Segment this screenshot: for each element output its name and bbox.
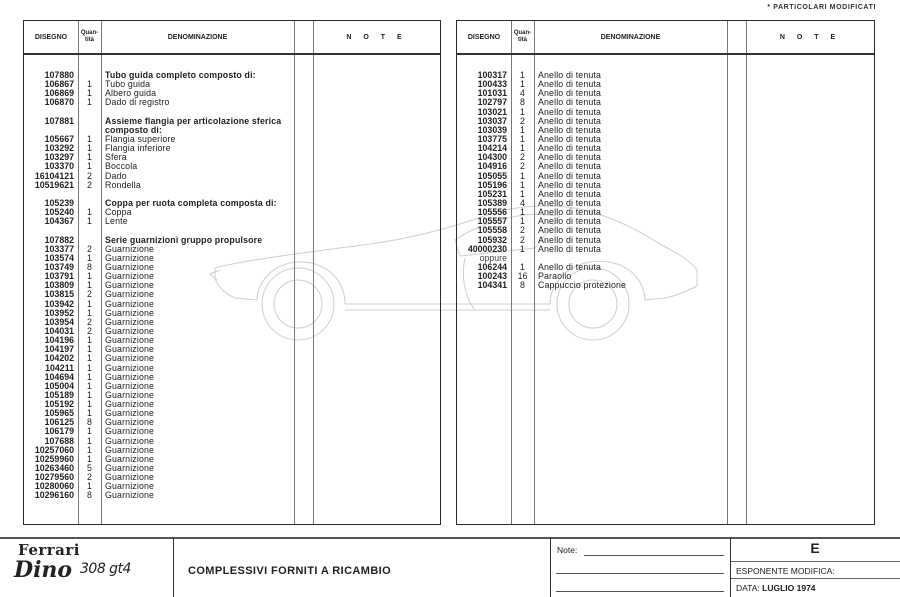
- document-title: COMPLESSIVI FORNITI A RICAMBIO: [188, 565, 392, 577]
- part-code: 104214: [477, 143, 507, 154]
- ferrari-logo: Ferrari: [18, 541, 80, 559]
- part-code: 101031: [477, 88, 507, 99]
- part-code: 10296160: [34, 490, 74, 501]
- part-code: 100317: [477, 70, 507, 80]
- part-description: Guarnizione: [105, 344, 155, 355]
- part-description: Boccola: [105, 161, 138, 172]
- part-quantity: 1: [87, 380, 92, 391]
- table-row: [24, 181, 440, 190]
- part-description: Anello di tenuta: [538, 161, 602, 172]
- part-description: Guarnizione: [105, 307, 155, 318]
- part-code: 104211: [45, 362, 74, 373]
- part-description: Anello di tenuta: [538, 124, 602, 135]
- title-block-divider: [731, 561, 900, 562]
- table-row: [24, 98, 440, 107]
- part-code: 103952: [44, 307, 74, 318]
- header-quantita: [78, 21, 101, 53]
- part-code: 103942: [44, 298, 74, 309]
- part-description: Serie guarnizioni gruppo propulsore: [105, 234, 263, 245]
- part-code: 103292: [44, 143, 74, 154]
- part-description: Guarnizione: [105, 271, 155, 282]
- part-code: 105239: [44, 197, 74, 208]
- part-description: Paraolio: [538, 271, 572, 282]
- part-code: 104367: [44, 216, 74, 227]
- part-quantity: 1: [87, 143, 92, 154]
- part-code: 103297: [44, 152, 74, 163]
- header-quantita: [511, 21, 534, 53]
- part-code: 103815: [44, 289, 74, 300]
- part-description: Guarnizione: [105, 389, 155, 400]
- part-quantity: 2: [87, 179, 92, 190]
- part-quantity: 2: [87, 472, 92, 483]
- part-quantity: 1: [87, 252, 92, 263]
- part-code: 103775: [477, 133, 507, 144]
- part-description: Tubo guida completo composto di:: [105, 70, 256, 80]
- part-description: Guarnizione: [105, 316, 155, 327]
- part-code: 107881: [44, 115, 74, 126]
- part-code: 107688: [44, 435, 74, 446]
- part-quantity: 2: [520, 115, 525, 126]
- part-quantity: 1: [87, 389, 92, 400]
- part-quantity: 1: [520, 70, 525, 80]
- part-description: Anello di tenuta: [538, 106, 602, 117]
- part-description: Sfera: [105, 152, 127, 163]
- date-field: [736, 583, 816, 593]
- header-denominazione: DENOMINAZIONE: [167, 33, 228, 41]
- part-description: Guarnizione: [105, 472, 155, 483]
- part-code: 106125: [44, 417, 74, 428]
- part-quantity: 5: [87, 463, 92, 474]
- part-quantity: 8: [520, 280, 525, 291]
- part-quantity: 2: [87, 289, 92, 300]
- part-quantity: 1: [87, 216, 92, 227]
- part-description: Guarnizione: [105, 490, 155, 501]
- part-code: 106244: [477, 261, 507, 272]
- part-quantity: 1: [87, 371, 92, 382]
- header-quantita-line2: tità: [85, 37, 94, 43]
- part-description: Guarnizione: [105, 380, 155, 391]
- part-code: 105231: [477, 188, 507, 199]
- part-quantity: 1: [87, 435, 92, 446]
- part-description: Guarnizione: [105, 408, 155, 419]
- part-code: 103791: [44, 271, 74, 282]
- part-description: Guarnizione: [105, 325, 155, 336]
- part-code: 104031: [44, 325, 74, 336]
- part-code: 105189: [44, 389, 74, 400]
- part-description: Anello di tenuta: [538, 243, 602, 254]
- part-description: Tubo guida: [105, 79, 151, 90]
- part-quantity: 1: [87, 271, 92, 282]
- part-description: composto di:: [105, 124, 163, 135]
- part-description: Guarnizione: [105, 298, 155, 309]
- part-description: Flangia inferiore: [105, 143, 171, 154]
- part-quantity: 2: [87, 243, 92, 254]
- part-description: Anello di tenuta: [538, 170, 602, 181]
- part-description: Anello di tenuta: [538, 152, 602, 163]
- part-description: Guarnizione: [105, 243, 155, 254]
- header-denominazione: DENOMINAZIONE: [600, 33, 661, 41]
- part-description: Anello di tenuta: [538, 188, 602, 199]
- part-quantity: 1: [87, 97, 92, 108]
- part-code: 100243: [477, 271, 507, 282]
- header-divider: [457, 53, 874, 55]
- part-code: 105055: [477, 170, 507, 181]
- part-code: 105004: [44, 380, 74, 391]
- part-code: 105965: [44, 408, 74, 419]
- part-quantity: 1: [87, 88, 92, 99]
- part-code: 104197: [44, 344, 74, 355]
- part-quantity: 8: [87, 490, 92, 501]
- part-quantity: 1: [520, 261, 525, 272]
- part-code: 105557: [477, 216, 507, 227]
- part-quantity: 1: [520, 79, 525, 90]
- part-code: 103039: [477, 124, 507, 135]
- date-value: LUGLIO 1974: [762, 583, 816, 593]
- part-quantity: 1: [87, 408, 92, 419]
- part-quantity: 1: [87, 207, 92, 218]
- part-code: 106870: [44, 97, 74, 108]
- part-description: Coppa: [105, 207, 132, 218]
- part-description: Anello di tenuta: [538, 88, 602, 99]
- table-row: [24, 491, 440, 500]
- part-quantity: 1: [520, 207, 525, 218]
- part-code: 10259960: [34, 453, 74, 464]
- part-quantity: 1: [87, 426, 92, 437]
- part-code: 103370: [44, 161, 74, 172]
- part-description: Anello di tenuta: [538, 70, 602, 80]
- part-code: 106869: [44, 88, 74, 99]
- part-code: 106179: [44, 426, 74, 437]
- part-description: Anello di tenuta: [538, 234, 602, 245]
- table-row: [24, 217, 440, 226]
- part-quantity: 1: [520, 143, 525, 154]
- part-description: Guarnizione: [105, 444, 155, 455]
- note-line: [556, 591, 724, 592]
- part-quantity: 1: [520, 133, 525, 144]
- part-code: 105240: [44, 207, 74, 218]
- assembly-row: [24, 117, 440, 126]
- part-code: 103574: [44, 252, 74, 263]
- part-code: 10279560: [34, 472, 74, 483]
- part-code: 105192: [44, 399, 74, 410]
- part-code: 105556: [477, 207, 507, 218]
- part-code: 104300: [477, 152, 507, 163]
- part-code: 107880: [44, 70, 74, 80]
- part-code: 40000230: [467, 243, 507, 254]
- part-code: 105932: [477, 234, 507, 245]
- part-code: 104196: [44, 335, 74, 346]
- part-description: Guarnizione: [105, 289, 155, 300]
- header-note: N O T E: [346, 33, 407, 41]
- note-label: Note:: [557, 545, 578, 555]
- part-code: 104694: [44, 371, 74, 382]
- part-quantity: 8: [87, 417, 92, 428]
- part-quantity: 4: [520, 197, 525, 208]
- footer-divider: [173, 538, 174, 597]
- part-quantity: 16: [517, 271, 528, 282]
- header-divider: [24, 53, 440, 55]
- part-quantity: 4: [520, 88, 525, 99]
- part-description: Anello di tenuta: [538, 207, 602, 218]
- header-note: N O T E: [779, 33, 841, 41]
- part-code: 105196: [477, 179, 507, 190]
- part-code: 106867: [44, 79, 74, 90]
- revision-letter: E: [810, 540, 820, 556]
- part-description: Guarnizione: [105, 353, 155, 364]
- part-code: 104916: [477, 161, 507, 172]
- part-description: Anello di tenuta: [538, 261, 602, 272]
- part-quantity: 1: [520, 124, 525, 135]
- header-disegno: DISEGNO: [34, 33, 68, 41]
- part-description: Anello di tenuta: [538, 79, 602, 90]
- note-line: [556, 573, 724, 574]
- right-table-rows: [457, 71, 874, 290]
- part-quantity: 2: [520, 152, 525, 163]
- header-quantita-line1: Quan-: [513, 30, 532, 36]
- part-description: Dado di registro: [105, 97, 170, 108]
- part-quantity: 2: [520, 161, 525, 172]
- part-code: 103749: [44, 261, 74, 272]
- part-code: 103809: [44, 280, 74, 291]
- header-quantita-line1: Quan-: [80, 30, 99, 36]
- table-row: [457, 281, 874, 290]
- part-description: Guarnizione: [105, 417, 155, 428]
- part-quantity: 1: [87, 280, 92, 291]
- part-description: Guarnizione: [105, 362, 155, 373]
- part-description: Rondella: [105, 179, 141, 190]
- part-description: Anello di tenuta: [538, 115, 602, 126]
- part-code: 10257060: [34, 444, 74, 455]
- part-description: Anello di tenuta: [538, 197, 602, 208]
- part-quantity: 1: [520, 170, 525, 181]
- part-quantity: 1: [87, 161, 92, 172]
- part-description: Guarnizione: [105, 426, 155, 437]
- part-code: oppure: [479, 252, 507, 263]
- part-quantity: 1: [87, 133, 92, 144]
- note-line: [584, 555, 724, 556]
- part-quantity: 1: [87, 444, 92, 455]
- parts-table-right: [456, 20, 875, 525]
- part-description: Guarnizione: [105, 453, 155, 464]
- header-disegno: DISEGNO: [467, 33, 501, 41]
- part-description: Anello di tenuta: [538, 143, 602, 154]
- part-quantity: 1: [520, 106, 525, 117]
- part-code: 10519621: [34, 179, 74, 190]
- part-code: 103021: [477, 106, 507, 117]
- part-description: Anello di tenuta: [538, 97, 602, 108]
- part-description: Guarnizione: [105, 463, 155, 474]
- part-quantity: 1: [87, 307, 92, 318]
- part-description: Anello di tenuta: [538, 133, 602, 144]
- part-quantity: 2: [87, 170, 92, 181]
- part-quantity: 1: [520, 243, 525, 254]
- part-quantity: 2: [520, 234, 525, 245]
- part-code: 107882: [44, 234, 74, 245]
- part-description: Anello di tenuta: [538, 225, 602, 236]
- part-quantity: 8: [520, 97, 525, 108]
- part-quantity: 1: [520, 179, 525, 190]
- part-description: Guarnizione: [105, 280, 155, 291]
- part-description: Guarnizione: [105, 261, 155, 272]
- title-block-divider: [731, 578, 900, 579]
- part-code: 16104121: [34, 170, 74, 181]
- part-code: 103377: [44, 243, 74, 254]
- part-quantity: 1: [87, 79, 92, 90]
- part-code: 105389: [477, 197, 507, 208]
- part-description: Anello di tenuta: [538, 179, 602, 190]
- footer-top-rule: [0, 537, 900, 539]
- part-description: Albero guida: [105, 88, 157, 99]
- esponente-modifica-label: ESPONENTE MODIFICA:: [736, 566, 835, 576]
- part-description: Guarnizione: [105, 371, 155, 382]
- part-code: 10280060: [34, 481, 74, 492]
- part-quantity: 1: [87, 298, 92, 309]
- part-code: 10263460: [34, 463, 74, 474]
- part-code: 105558: [477, 225, 507, 236]
- part-code: 104202: [44, 353, 74, 364]
- part-description: Lente: [105, 216, 128, 227]
- part-description: Cappuccio protezione: [538, 280, 627, 291]
- table-row: [457, 245, 874, 254]
- part-quantity: 1: [87, 353, 92, 364]
- part-quantity: 1: [520, 188, 525, 199]
- part-quantity: 2: [87, 325, 92, 336]
- date-label: DATA:: [736, 583, 760, 593]
- parts-table-left: [23, 20, 441, 525]
- part-quantity: 1: [87, 453, 92, 464]
- part-description: Guarnizione: [105, 335, 155, 346]
- part-quantity: 1: [520, 216, 525, 227]
- modified-parts-legend: * PARTICOLARI MODIFICATI: [767, 4, 876, 11]
- part-quantity: 2: [520, 225, 525, 236]
- part-description: Anello di tenuta: [538, 216, 602, 227]
- part-description: Assieme flangia per articolazione sferica: [105, 115, 282, 126]
- part-description: Guarnizione: [105, 481, 155, 492]
- part-code: 103037: [477, 115, 507, 126]
- part-code: 103954: [44, 316, 74, 327]
- part-code: 102797: [477, 97, 507, 108]
- part-quantity: 1: [87, 481, 92, 492]
- header-quantita-line2: tità: [518, 37, 527, 43]
- footer-divider: [550, 538, 551, 597]
- left-table-rows: [24, 71, 440, 501]
- part-code: 100433: [477, 79, 507, 90]
- part-quantity: 8: [87, 261, 92, 272]
- part-quantity: 1: [87, 335, 92, 346]
- part-code: 104341: [477, 280, 507, 291]
- part-code: 105667: [44, 133, 74, 144]
- part-description: Guarnizione: [105, 399, 155, 410]
- part-quantity: 1: [87, 399, 92, 410]
- part-description: Guarnizione: [105, 252, 155, 263]
- part-quantity: 1: [87, 344, 92, 355]
- part-quantity: 1: [87, 152, 92, 163]
- part-quantity: 1: [87, 362, 92, 373]
- part-description: Dado: [105, 170, 127, 181]
- dino-script-logo: Dino: [14, 557, 73, 583]
- part-quantity: 2: [87, 316, 92, 327]
- part-description: Flangia superiore: [105, 133, 176, 144]
- model-number-logo: 308 gt4: [80, 561, 131, 577]
- part-description: Guarnizione: [105, 435, 155, 446]
- part-description: Coppa per ruota completa composta di:: [105, 197, 277, 208]
